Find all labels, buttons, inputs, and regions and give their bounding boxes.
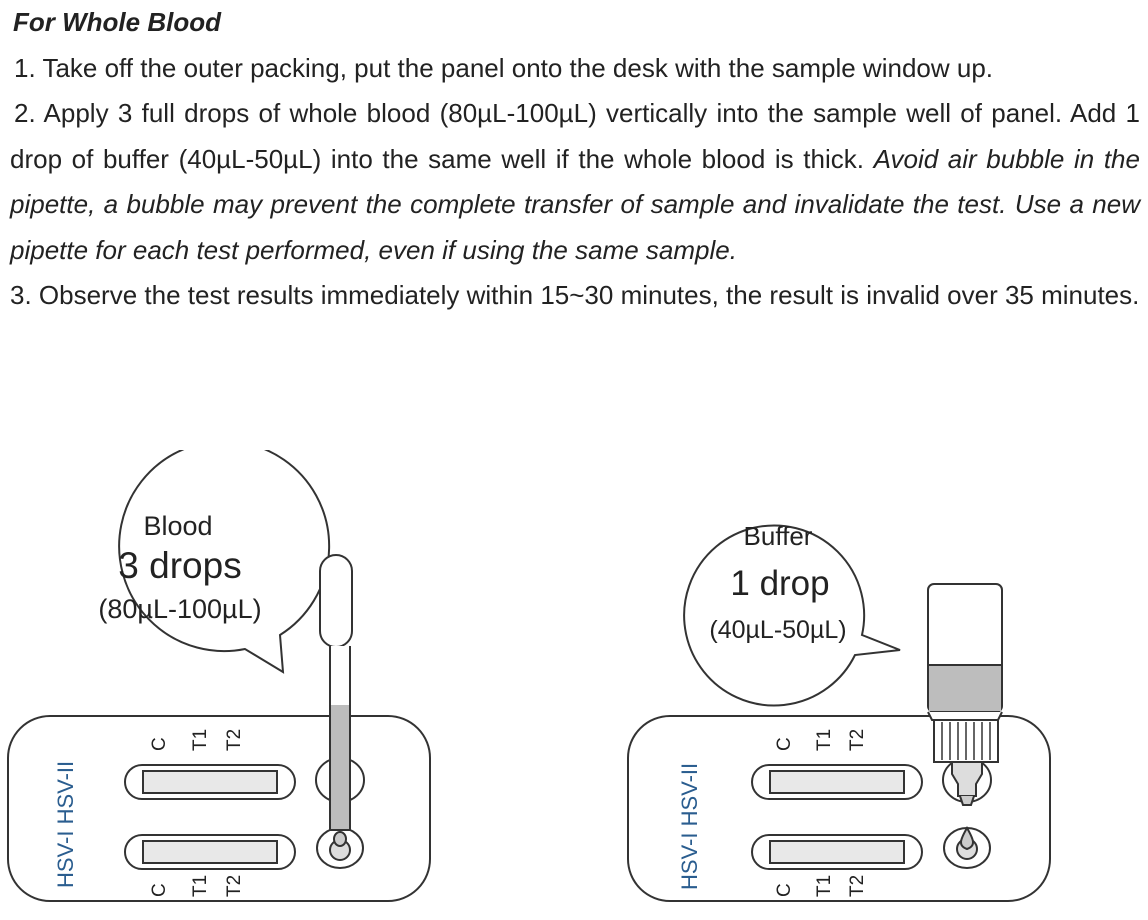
buffer-bubble-title: Buffer: [743, 521, 813, 551]
instructions-text: [10, 0, 1140, 319]
procedure-illustration: [0, 450, 1148, 920]
left-bottom-mark-t1: T1: [190, 874, 211, 897]
right-top-mark-t1: T1: [814, 728, 835, 751]
blood-bubble-title: Blood: [143, 511, 213, 541]
step-3: 3. Observe the test results immediately within 15~30 minutes, the result is invalid over 35 minutes.: [10, 280, 1140, 310]
right-bottom-mark-c: C: [774, 883, 795, 897]
right-figure: [628, 521, 1050, 901]
blood-bubble-amount: 3 drops: [118, 545, 242, 586]
right-top-mark-c: C: [774, 737, 795, 751]
step-2-text: 2. Apply 3 full drops of whole blood (80µL-100µL) vertically into the sample well of panel. Add 1 drop of buffer (40µL-50µL) into the same well if the whole blood is thick.: [10, 98, 1140, 174]
right-cassette-label: HSV-I HSV-II: [677, 762, 702, 890]
left-bottom-mark-t2: T2: [224, 874, 245, 897]
right-bottom-mark-t1: T1: [814, 874, 835, 897]
left-top-mark-t2: T2: [224, 728, 245, 751]
step-2-italic-text: Avoid air bubble in the pipette, a bubble may prevent the complete transfer of sample and invalidate the test. Use a new pipette for each test performed, even if using the same sample.: [10, 143, 1140, 265]
left-cassette-label: HSV-I HSV-II: [53, 760, 78, 888]
blood-bubble-volume: (80µL-100µL): [98, 594, 262, 624]
buffer-bubble-volume: (40µL-50µL): [709, 616, 847, 644]
left-top-mark-t1: T1: [190, 728, 211, 751]
left-top-mark-c: C: [149, 737, 170, 751]
section-heading: For Whole Blood: [13, 7, 221, 37]
right-top-mark-t2: T2: [847, 728, 868, 751]
step-1: 1. Take off the outer packing, put the panel onto the desk with the sample window up.: [14, 52, 994, 83]
right-bottom-mark-t2: T2: [847, 874, 868, 897]
step-2: [10, 91, 1140, 273]
left-bottom-mark-c: C: [149, 883, 170, 897]
buffer-bubble-amount: 1 drop: [730, 564, 830, 603]
left-figure: [8, 450, 430, 901]
